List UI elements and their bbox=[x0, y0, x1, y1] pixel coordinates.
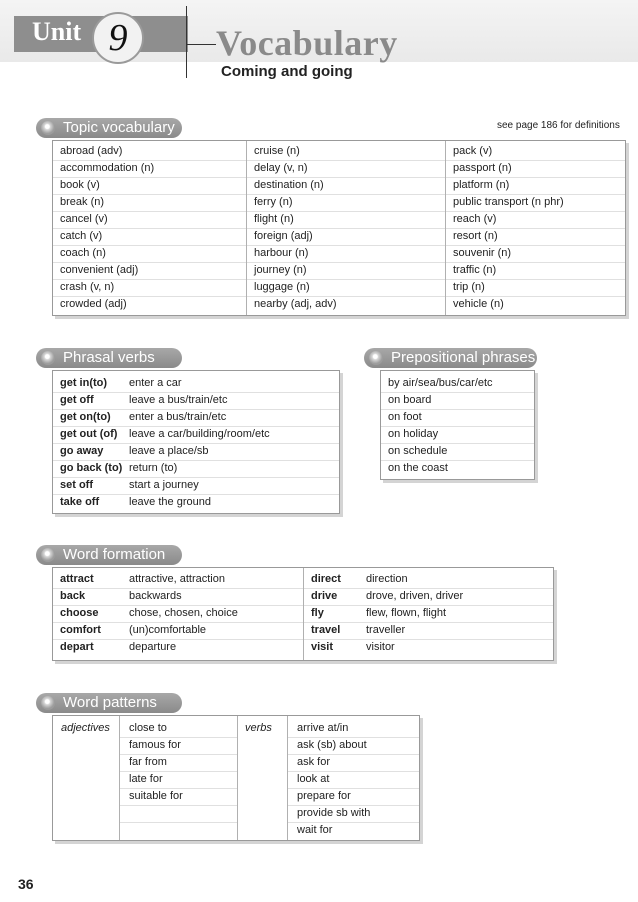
root-word: back bbox=[60, 590, 86, 602]
list-item bbox=[446, 296, 625, 313]
unit-number: 9 bbox=[108, 17, 128, 59]
table-row bbox=[53, 426, 339, 444]
derived-forms: visitor bbox=[366, 641, 395, 653]
word-formation-heading bbox=[36, 545, 182, 565]
topic-column-3 bbox=[445, 141, 625, 315]
phrasal-verb-meaning: enter a car bbox=[129, 377, 182, 389]
topic-vocabulary-heading-label: Topic vocabulary bbox=[63, 119, 175, 136]
adjective-pattern: late for bbox=[129, 773, 163, 785]
table-row bbox=[53, 443, 339, 461]
list-item bbox=[120, 805, 238, 823]
prepositional-phrases-box bbox=[380, 370, 535, 480]
topic-column-1 bbox=[53, 141, 246, 315]
list-item bbox=[120, 737, 238, 755]
derived-forms: (un)comfortable bbox=[129, 624, 207, 636]
prepositional-phrase: on schedule bbox=[388, 445, 448, 457]
root-word: fly bbox=[311, 607, 324, 619]
list-item bbox=[381, 392, 534, 410]
root-word: depart bbox=[60, 641, 94, 653]
phrasal-verb: set off bbox=[60, 479, 93, 491]
phrasal-verb: get on(to) bbox=[60, 411, 111, 423]
list-item bbox=[247, 245, 446, 263]
list-item bbox=[53, 245, 246, 263]
list-item bbox=[247, 279, 446, 297]
root-word: travel bbox=[311, 624, 341, 636]
root-word: choose bbox=[60, 607, 99, 619]
phrasal-verb-meaning: leave a bus/train/etc bbox=[129, 394, 228, 406]
adjective-pattern: close to bbox=[129, 722, 167, 734]
list-item bbox=[53, 279, 246, 297]
table-row bbox=[53, 460, 339, 478]
page-number: 36 bbox=[18, 876, 34, 892]
phrasal-verb: take off bbox=[60, 496, 100, 508]
list-item bbox=[53, 160, 246, 178]
derived-forms: drove, driven, driver bbox=[366, 590, 464, 602]
list-item bbox=[446, 245, 625, 263]
list-item bbox=[288, 720, 419, 738]
vocabulary-word: abroad (adv) bbox=[60, 145, 123, 157]
phrasal-verb-meaning: enter a bus/train/etc bbox=[129, 411, 227, 423]
vocabulary-word: vehicle (n) bbox=[453, 298, 504, 310]
page-subtitle: Coming and going bbox=[221, 63, 353, 80]
list-item bbox=[446, 279, 625, 297]
list-item bbox=[53, 177, 246, 195]
vocabulary-word: destination (n) bbox=[254, 179, 324, 191]
derived-forms: backwards bbox=[129, 590, 182, 602]
list-item bbox=[288, 822, 419, 839]
verb-pattern: wait for bbox=[297, 824, 333, 836]
prepositional-phrases-heading-label: Prepositional phrases bbox=[391, 349, 536, 366]
vocabulary-word: harbour (n) bbox=[254, 247, 309, 259]
derived-forms: departure bbox=[129, 641, 177, 653]
vocabulary-word: convenient (adj) bbox=[60, 264, 139, 276]
verb-pattern: look at bbox=[297, 773, 330, 785]
list-item bbox=[446, 194, 625, 212]
list-item bbox=[446, 262, 625, 280]
list-item bbox=[381, 460, 534, 477]
phrasal-verb-meaning: start a journey bbox=[129, 479, 199, 491]
vocabulary-word: break (n) bbox=[60, 196, 105, 208]
page-title: Vocabulary bbox=[216, 23, 398, 63]
phrasal-verb: get in(to) bbox=[60, 377, 108, 389]
list-item bbox=[288, 737, 419, 755]
list-item bbox=[381, 426, 534, 444]
bullet-icon bbox=[41, 696, 55, 710]
table-row bbox=[304, 588, 553, 606]
list-item bbox=[446, 211, 625, 229]
table-row bbox=[53, 588, 303, 606]
root-word: attract bbox=[60, 573, 94, 585]
vocabulary-word: passport (n) bbox=[453, 162, 512, 174]
phrasal-verbs-box bbox=[52, 370, 340, 514]
adjective-pattern: famous for bbox=[129, 739, 181, 751]
vocabulary-word: public transport (n phr) bbox=[453, 196, 564, 208]
bullet-icon bbox=[369, 351, 383, 365]
derived-forms: chose, chosen, choice bbox=[129, 607, 238, 619]
vocabulary-word: coach (n) bbox=[60, 247, 106, 259]
word-formation-heading-label: Word formation bbox=[63, 546, 166, 563]
list-item bbox=[247, 262, 446, 280]
phrasal-verb: get off bbox=[60, 394, 94, 406]
root-word: visit bbox=[311, 641, 334, 653]
list-item bbox=[53, 143, 246, 161]
vocabulary-word: cancel (v) bbox=[60, 213, 108, 225]
vocabulary-word: book (v) bbox=[60, 179, 100, 191]
vocabulary-word: foreign (adj) bbox=[254, 230, 313, 242]
table-row bbox=[304, 639, 553, 656]
list-item bbox=[446, 177, 625, 195]
topic-column-2 bbox=[246, 141, 446, 315]
phrasal-verb: get out (of) bbox=[60, 428, 118, 440]
derived-forms: flew, flown, flight bbox=[366, 607, 447, 619]
list-item bbox=[381, 409, 534, 427]
adjective-pattern: suitable for bbox=[129, 790, 183, 802]
adjective-pattern: far from bbox=[129, 756, 167, 768]
vocabulary-word: journey (n) bbox=[254, 264, 307, 276]
verbs-label: verbs bbox=[245, 722, 272, 734]
prepositional-phrase: on the coast bbox=[388, 462, 448, 474]
table-row bbox=[53, 477, 339, 495]
root-word: direct bbox=[311, 573, 341, 585]
phrasal-verb-meaning: leave a place/sb bbox=[129, 445, 209, 457]
vocabulary-word: flight (n) bbox=[254, 213, 294, 225]
verbs-label-column bbox=[237, 716, 288, 840]
vocabulary-word: crowded (adj) bbox=[60, 298, 127, 310]
table-row bbox=[53, 571, 303, 589]
verb-pattern: ask for bbox=[297, 756, 331, 768]
phrasal-verb-meaning: leave the ground bbox=[129, 496, 211, 508]
list-item bbox=[120, 720, 238, 738]
vocabulary-word: traffic (n) bbox=[453, 264, 497, 276]
derived-forms: attractive, attraction bbox=[129, 573, 225, 585]
table-row bbox=[53, 392, 339, 410]
phrasal-verb: go back (to) bbox=[60, 462, 123, 474]
vocabulary-word: platform (n) bbox=[453, 179, 510, 191]
header-divider bbox=[186, 6, 187, 78]
list-item bbox=[247, 194, 446, 212]
definitions-note: see page 186 for definitions bbox=[497, 120, 620, 131]
prepositional-phrase: on holiday bbox=[388, 428, 439, 440]
table-row bbox=[304, 622, 553, 640]
word-patterns-box bbox=[52, 715, 420, 841]
list-item bbox=[247, 296, 446, 313]
prepositional-phrase: on foot bbox=[388, 411, 422, 423]
table-row bbox=[304, 605, 553, 623]
vocabulary-word: trip (n) bbox=[453, 281, 485, 293]
list-item bbox=[288, 771, 419, 789]
prepositional-phrase: on board bbox=[388, 394, 432, 406]
table-row bbox=[53, 622, 303, 640]
unit-label: Unit bbox=[32, 17, 82, 46]
list-item bbox=[446, 143, 625, 161]
verbs-list bbox=[287, 716, 419, 840]
verb-pattern: prepare for bbox=[297, 790, 351, 802]
word-patterns-heading bbox=[36, 693, 182, 713]
vocabulary-word: ferry (n) bbox=[254, 196, 293, 208]
topic-vocabulary-heading bbox=[36, 118, 182, 138]
vocabulary-word: catch (v) bbox=[60, 230, 103, 242]
list-item bbox=[247, 211, 446, 229]
list-item bbox=[288, 805, 419, 823]
vocabulary-word: souvenir (n) bbox=[453, 247, 512, 259]
list-item bbox=[53, 194, 246, 212]
table-row bbox=[53, 494, 339, 511]
vocabulary-word: crash (v, n) bbox=[60, 281, 115, 293]
word-patterns-heading-label: Word patterns bbox=[63, 694, 157, 711]
table-row bbox=[53, 409, 339, 427]
root-word: drive bbox=[311, 590, 338, 602]
prepositional-phrases-list bbox=[381, 371, 534, 479]
phrasal-verb: go away bbox=[60, 445, 104, 457]
list-item bbox=[120, 771, 238, 789]
phrasal-verb-meaning: return (to) bbox=[129, 462, 178, 474]
vocabulary-word: reach (v) bbox=[453, 213, 497, 225]
table-row bbox=[53, 375, 339, 393]
list-item bbox=[381, 375, 534, 393]
bullet-icon bbox=[41, 351, 55, 365]
word-formation-box bbox=[52, 567, 554, 661]
adjectives-label-column bbox=[53, 716, 119, 840]
vocabulary-word: delay (v, n) bbox=[254, 162, 308, 174]
vocabulary-word: nearby (adj, adv) bbox=[254, 298, 337, 310]
list-item bbox=[446, 228, 625, 246]
verb-pattern: provide sb with bbox=[297, 807, 371, 819]
prepositional-phrases-heading bbox=[364, 348, 537, 368]
list-item bbox=[53, 228, 246, 246]
list-item bbox=[120, 754, 238, 772]
adjectives-label: adjectives bbox=[61, 722, 110, 734]
list-item bbox=[288, 754, 419, 772]
table-row bbox=[53, 639, 303, 656]
vocabulary-word: resort (n) bbox=[453, 230, 498, 242]
table-row bbox=[304, 571, 553, 589]
verb-pattern: arrive at/in bbox=[297, 722, 349, 734]
list-item bbox=[53, 296, 246, 313]
list-item bbox=[247, 177, 446, 195]
vocabulary-word: pack (v) bbox=[453, 145, 493, 157]
table-row bbox=[53, 605, 303, 623]
phrasal-verbs-list bbox=[53, 371, 339, 513]
prepositional-phrase: by air/sea/bus/car/etc bbox=[388, 377, 493, 389]
list-item bbox=[446, 160, 625, 178]
header-rule bbox=[186, 44, 216, 45]
derived-forms: direction bbox=[366, 573, 408, 585]
list-item bbox=[247, 160, 446, 178]
list-item bbox=[381, 443, 534, 461]
list-item bbox=[288, 788, 419, 806]
list-item bbox=[53, 262, 246, 280]
list-item bbox=[120, 788, 238, 806]
topic-vocabulary-box bbox=[52, 140, 626, 316]
vocabulary-word: cruise (n) bbox=[254, 145, 300, 157]
phrasal-verbs-heading bbox=[36, 348, 182, 368]
derived-forms: traveller bbox=[366, 624, 406, 636]
list-item bbox=[120, 822, 238, 839]
bullet-icon bbox=[41, 121, 55, 135]
phrasal-verb-meaning: leave a car/building/room/etc bbox=[129, 428, 270, 440]
list-item bbox=[247, 228, 446, 246]
list-item bbox=[247, 143, 446, 161]
bullet-icon bbox=[41, 548, 55, 562]
adjectives-list bbox=[119, 716, 238, 840]
vocabulary-word: accommodation (n) bbox=[60, 162, 155, 174]
word-formation-right bbox=[303, 568, 553, 660]
word-formation-left bbox=[53, 568, 303, 660]
verb-pattern: ask (sb) about bbox=[297, 739, 367, 751]
phrasal-verbs-heading-label: Phrasal verbs bbox=[63, 349, 155, 366]
list-item bbox=[53, 211, 246, 229]
root-word: comfort bbox=[60, 624, 101, 636]
vocabulary-word: luggage (n) bbox=[254, 281, 310, 293]
